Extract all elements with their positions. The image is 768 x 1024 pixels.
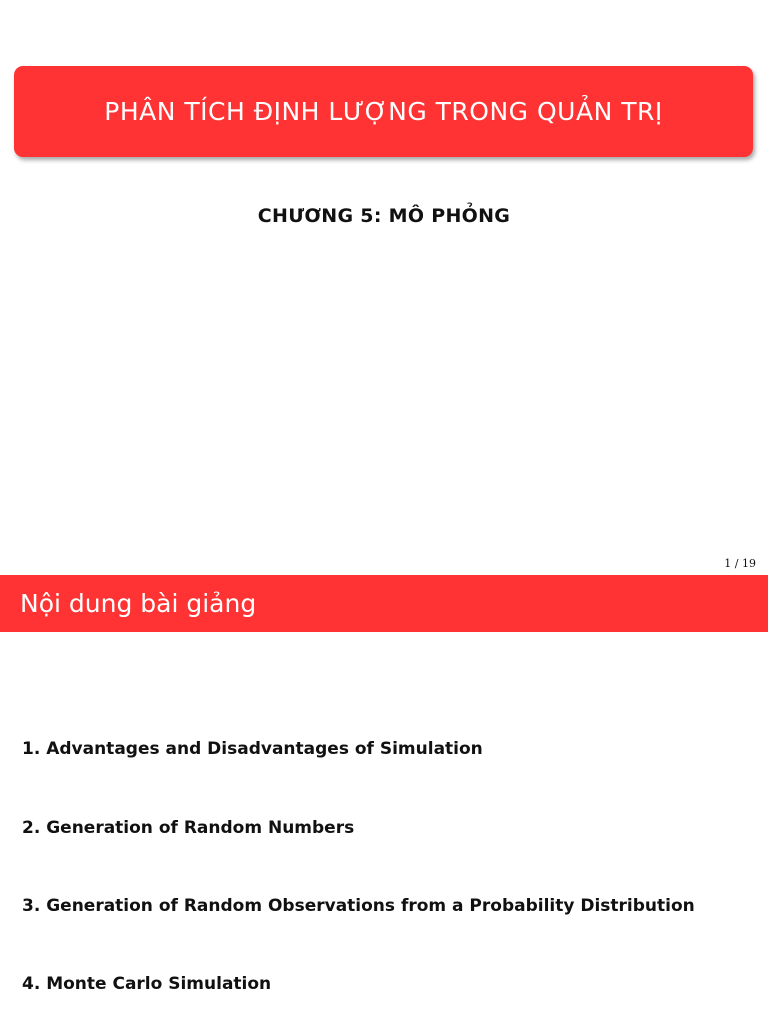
page-number: 1 / 19 — [724, 557, 756, 570]
frame-title: Nội dung bài giảng — [20, 589, 257, 618]
toc-item-advantages: 1. Advantages and Disadvantages of Simulation — [22, 739, 483, 759]
contents-slide — [0, 575, 768, 1024]
presentation-title: PHÂN TÍCH ĐỊNH LƯỢNG TRONG QUẢN TRỊ — [104, 97, 663, 126]
toc-item-random-numbers: 2. Generation of Random Numbers — [22, 818, 355, 838]
toc-item-random-observations: 3. Generation of Random Observations from a Probability Distribution — [22, 896, 695, 916]
frame-title-bar — [0, 575, 768, 632]
title-banner — [14, 66, 753, 157]
chapter-subtitle: CHƯƠNG 5: MÔ PHỎNG — [257, 205, 511, 227]
toc-item-monte-carlo: 4. Monte Carlo Simulation — [22, 974, 272, 994]
